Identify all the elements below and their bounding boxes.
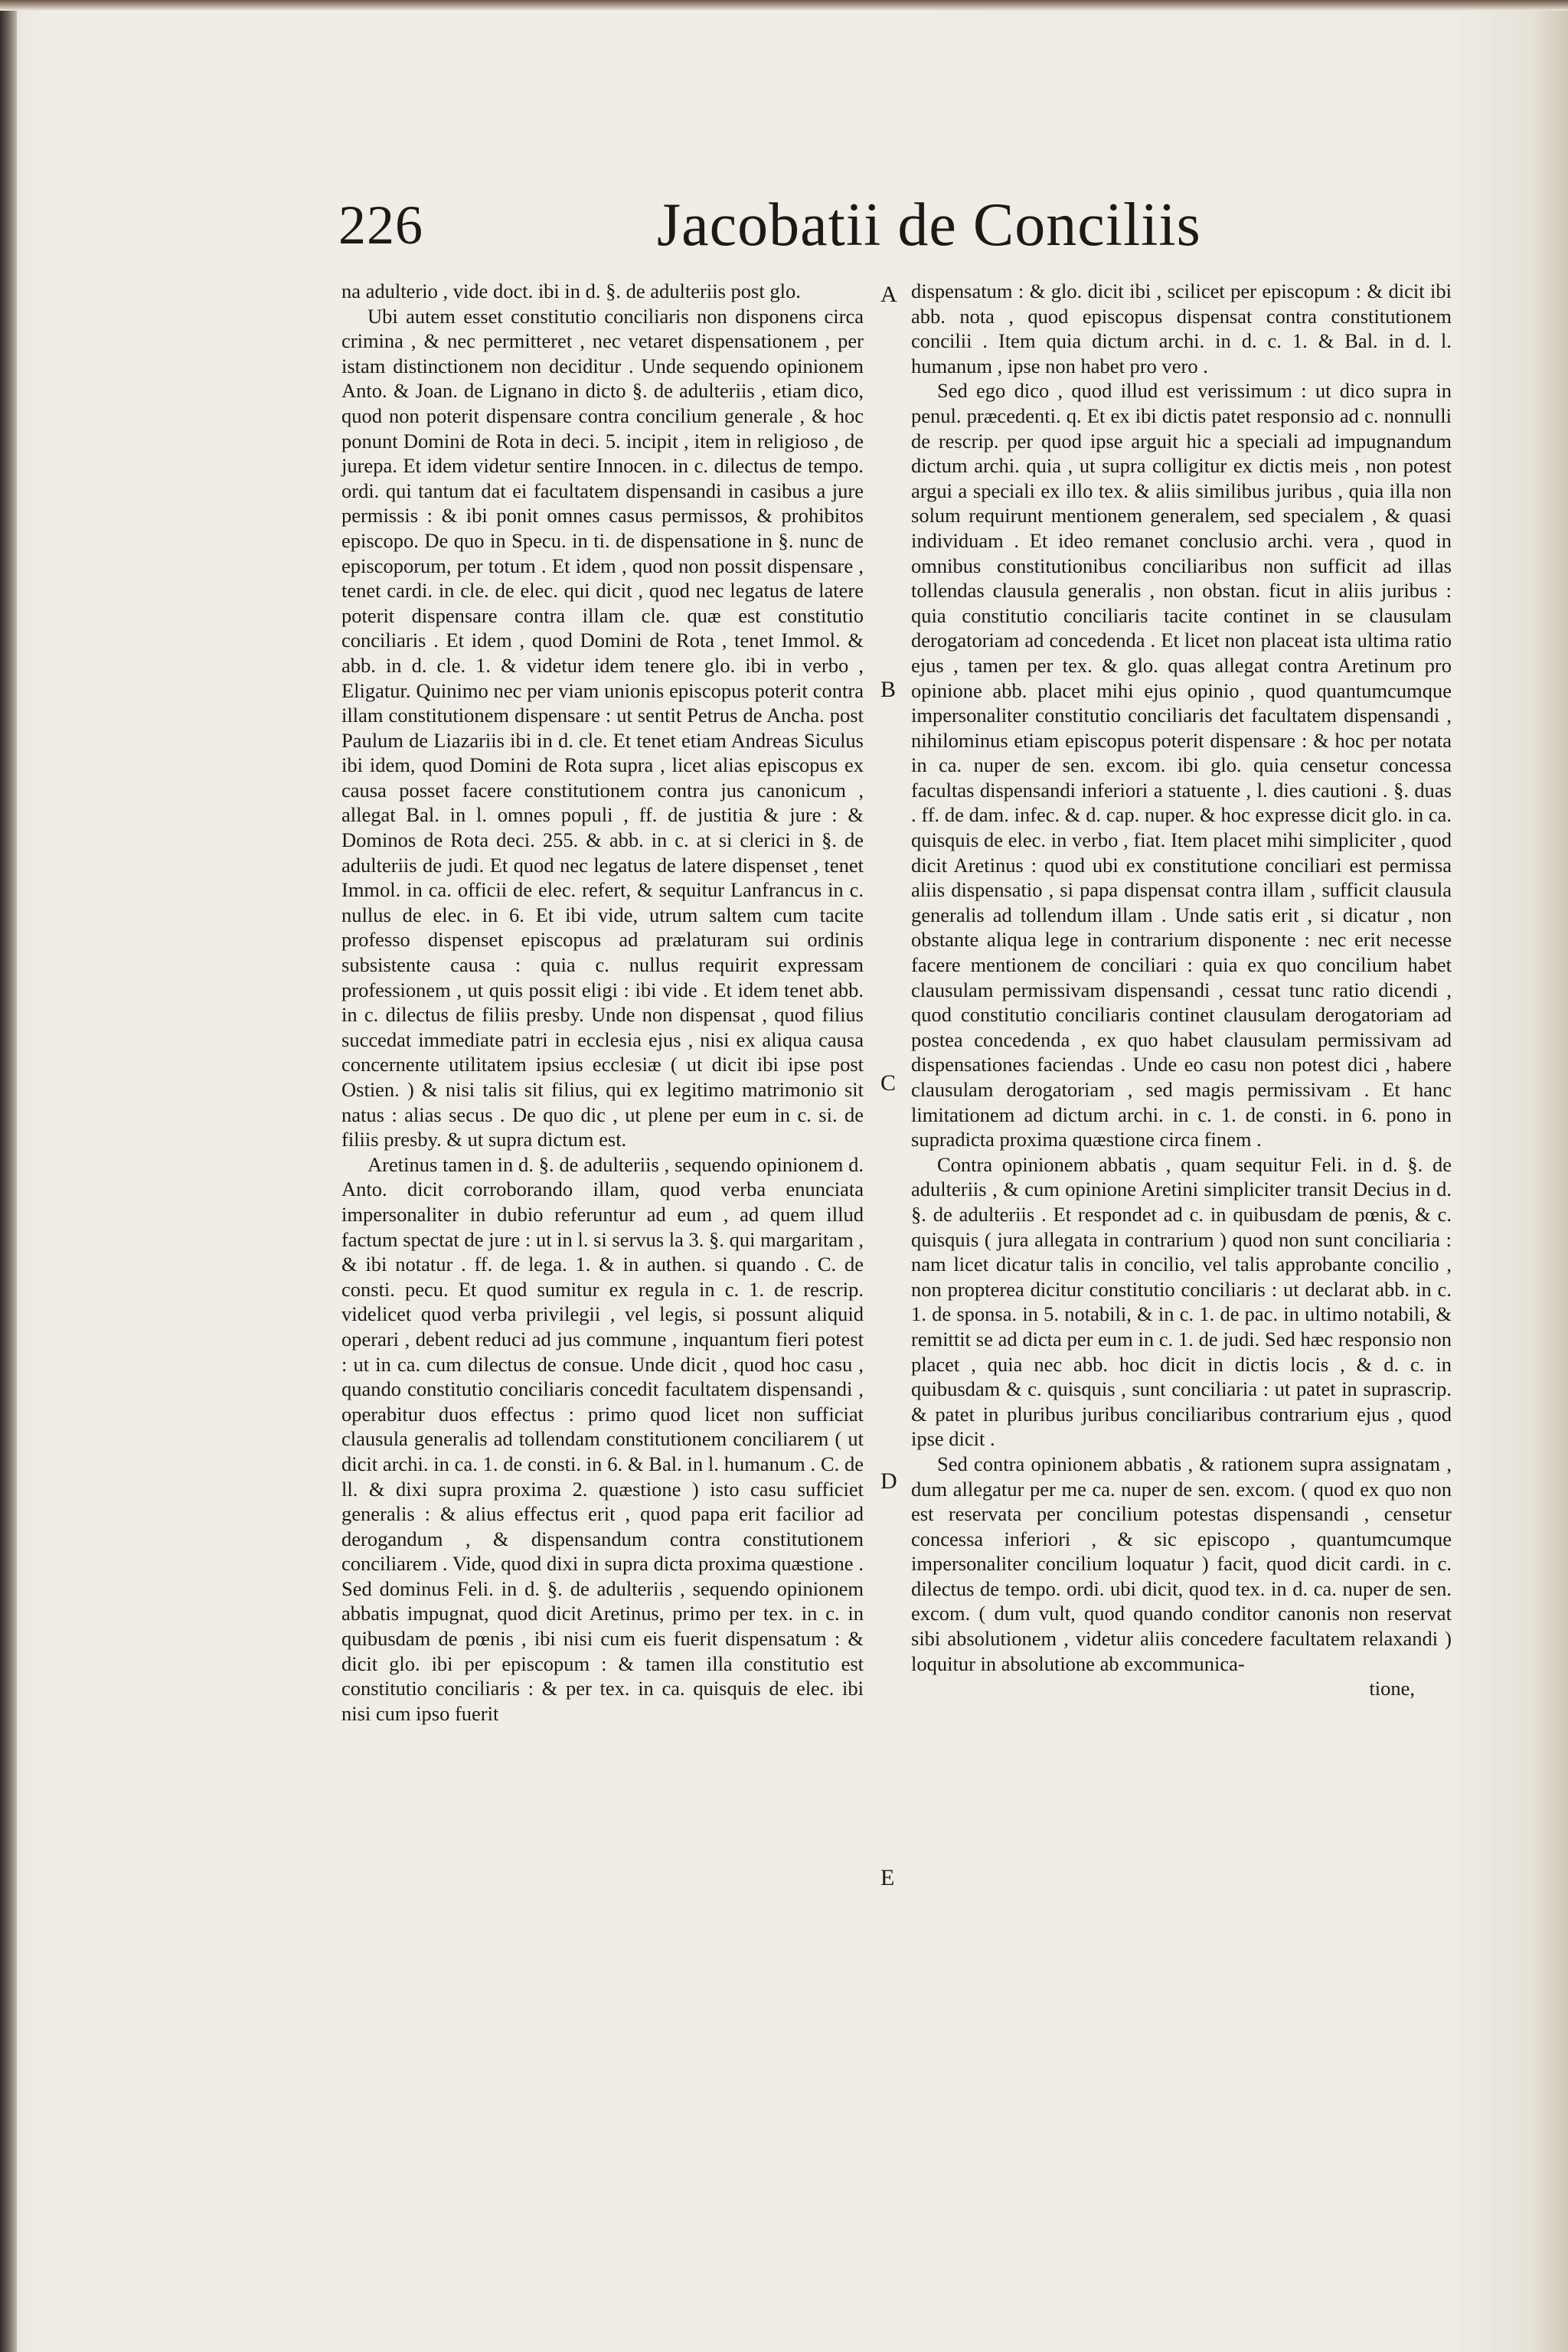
paragraph: Sed ego dico , quod illud est verissimum : ut dico supra in penul. præcedenti. q. Et ex ibi dictis patet responsio ad c. nonnulli de rescrip. per quod ipse arguit hic a speciali ad impugnandum dictum archi. quia , ut supra colligitur ex dictis meis , non potest argui a speciali ex illo tex. & aliis similibus juribus , quia illa non solum requirunt mentionem generalem, sed specialem , & quasi individuam . Et ideo remanet conclusio archi. vera , quod in omnibus constitutionibus conciliaribus non sufficit ad illas tollendas clausula generalis , non obstan. ficut in aliis juribus : quia constitutio conciliaris tacite continet in se clausulam derogatoriam ad concedenda . Et licet non placeat ista ultima ratio ejus , tamen per tex. & glo. quas allegat contra Aretinum pro opinione abb. placet mihi ejus opinio , quod quantumcumque impersonaliter constitutio conciliaris det facultatem dispensandi , nihilominus etiam episcopus poterit dispensare : & hoc per notata in ca. nuper de sen. excom. ibi glo. quia censetur concessa facultas dispensandi inferiori a statuente , l. dies cautioni . §. duas . ff. de dam. infec. & d. cap. nuper. & hoc expresse dicit glo. in ca. quisquis de elec. in verbo , fiat. Item placet mihi simpliciter , quod dicit Aretinus : quod ubi ex constitutione conciliari est permissa aliis dispensatio , si papa dispensat contra illam , sufficit clausula generalis ad tollendum illam . Unde satis erit , si dicatur , non obstante aliqua lege in contrarium disponente : nec erit necesse facere mentionem de conciliari : quia ex quo concilium habet clausulam permissivam dispensandi , cessat tunc ratio dicendi , quod constitutio conciliaris continet clausulam derogatoriam ad postea concedenda , ex quo habet clausulam permissivam ad dispensationes faciendas . Unde eo casu non potest dici , habere clausulam derogatoriam , sed magis permissivam . Et hanc limitationem ad dictum archi. in c. 1. de consti. in 6. pono in supradicta proxima quæstione circa finem . (911, 379, 1452, 1152)
book-binding-shadow (0, 0, 17, 2352)
paragraph: na adulterio , vide doct. ibi in d. §. de adulteriis post glo. (341, 279, 801, 302)
paragraph: Ubi autem esset constitutio conciliaris non disponens circa crimina , & nec permitteret , nec vetaret dispensationem , per istam distinctionem non deciditur . Unde sequendo opinionem Anto. & Joan. de Lignano in dicto §. de adulteriis , etiam dico, quod non poterit dispensare contra concilium generale , & hoc ponunt Domini de Rota in deci. 5. incipit , item in religioso , de jurepa. Et idem videtur sentire Innocen. in c. dilectus de tempo. ordi. qui tantum dat ei facultatem dispensandi in casibus a jure permissis : & ibi ponit omnes casus permissos, & prohibitos episcopo. De quo in Specu. in ti. de dispensatione in §. nunc de episcoporum, per totum . Et idem , quod non possit dispensare , tenet cardi. in cle. de elec. qui dicit , quod nec legatus de latere poterit dispensare contra illam cle. quæ est constitutio conciliaris . Et idem , quod Domini de Rota , tenet Immol. & abb. in d. cle. 1. & videtur idem tenere glo. ibi in verbo , Eligatur. Quinimo nec per viam unionis episcopus poterit contra illam constitutionem dispensare : ut sentit Petrus de Ancha. post Paulum de Liazariis ibi in d. cle. Et tenet etiam Andreas Siculus ibi idem, quod Domini de Rota supra , licet alias episcopus ex causa posset facere constitutionem contra jus canonicum , allegat Bal. in l. omnes populi , ff. de justitia & jure : & Dominos de Rota deci. 255. & abb. in c. at si clerici in §. de adulteriis de judi. Et quod nec legatus de latere dispenset , tenet Immol. in ca. officii de elec. refert, & sequitur Lanfrancus in c. nullus de elec. in 6. Et ibi vide, utrum saltem cum tacite professo dispenset episcopus ad prælaturam sui ordinis subsistente causa : quia c. nullus requirit expressam professionem , ut quis possit eligi : ibi vide . Et idem tenet abb. in c. dilectus de filiis presby. Unde non dispensat , quod filius succedat immediate patri in ecclesia ejus , nisi ex aliqua causa concernente utilitatem ipsius ecclesiæ ( ut dicit ibi ipse post Ostien. ) & nisi talis sit filius, qui ex legitimo matrimonio sit natus : alias secus . De quo dic , ut plene per eum in c. si. de filiis presby. & ut supra dictum est. (341, 304, 864, 1152)
paragraph: Contra opinionem abbatis , quam sequitur Feli. in d. §. de adulteriis , & cum opinione Aretini simpliciter transit Decius in d. §. de adulteriis . Et respondet ad c. in quibusdam de pœnis, & c. quisquis ( jura allegata in contrarium ) quod non sunt conciliaria : nam licet dicatur talis in concilio, vel talis approbante concilio , non propterea dicitur constitutio conciliaris : ut declarat abb. in c. 1. de sponsa. in 5. notabili, & in c. 1. de pac. in ultimo notabili, & remittit se ad dicta per eum in c. 1. de judi. Sed hæc responsio non placet , quia nec abb. hoc dicit in dictis locis , & d. c. in quibusdam & c. quisquis , sunt conciliaria : ut patet in suprascrip. & patet in pluribus juribus conciliaribus contrarium ejus , quod ipse dicit . (911, 1152, 1452, 1451)
margin-marker-e: E (880, 1865, 895, 1890)
running-title: Jacobatii de Conciliis (657, 191, 1201, 259)
paragraph: Aretinus tamen in d. §. de adulteriis , sequendo opinionem d. Anto. dicit corroborando illam, quod verba enunciata impersonaliter in dubio referuntur ad eum , ad quem illud factum spectat de jure : ut in l. si servus la 3. §. qui margaritam , & ibi notatur . ff. de lega. 1. & in authen. si quando . C. de consti. pecu. Et quod sumitur ex regula in c. 1. de rescrip. videlicet quod verba privilegii , vel legis, si possunt aliquid operari , debent reduci ad jus commune , inquantum fieri potest : ut in ca. cum dilectus de consue. Unde dicit , quod hoc casu , quando constitutio conciliaris concedit facultatem dispensandi , operabitur duos effectus : primo quod licet non sufficiat clausula generalis ad tollendam constitutionem conciliarem ( ut dicit archi. in ca. 1. de consti. in 6. & Bal. in l. humanum . C. de ll. & dixi supra proxima 2. quæstione ) isto casu sufficiet generalis : & alius effectus erit , quod papa erit facilior ad derogandum , & dispensandum contra constitutionem conciliarem . Vide, quod dixi in supra dicta proxima quæstione . Sed dominus Feli. in d. §. de adulteriis , sequendo opinionem abbatis impugnat, quod dicit Aretinus, primo per tex. in c. in quibusdam de pœnis , ibi nisi cum eis fuerit dispensatum : & dicit glo. ibi per episcopum : & tamen illa constitutio est constitutio conciliaris : & per tex. in ca. quisquis de elec. ibi nisi cum ipso fuerit (341, 1152, 864, 1725)
margin-marker-c: C (880, 1070, 897, 1096)
paragraph: dispensatum : & glo. dicit ibi , scilicet per episcopum : & dicit ibi abb. nota , quod episcopus dispensat contra constitutionem concilii . Item quia dictum archi. in d. c. 1. & Bal. in d. l. humanum , ipse non habet pro vero . (911, 279, 1452, 377)
margin-marker-a: A (880, 282, 897, 307)
page-number: 226 (338, 194, 423, 256)
margin-marker-b: B (880, 677, 897, 702)
catchword: tione, (1369, 1677, 1415, 1700)
margin-marker-d: D (880, 1468, 897, 1494)
page-top-edge (0, 0, 1568, 11)
paragraph: Sed contra opinionem abbatis , & rationem supra assignatam , dum allegatur per me ca. nuper de sen. excom. ( quod ex quo non est reservata per concilium potestas dispensandi , censetur concessa inferiori , & sic episcopo , quantumcumque impersonaliter concilium loquatur ) facit, quod dicit cardi. in c. dilectus de tempo. ordi. ubi dicit, quod tex. in d. ca. nuper de sen. excom. ( dum vult, quod quando conditor canonis non reservat sibi absolutionem , videtur aliis concedere facultatem relaxandi ) loquitur in absolutione ab excommunica- (911, 1452, 1452, 1675)
left-text-column (341, 279, 864, 1726)
right-text-column (911, 279, 1452, 1701)
